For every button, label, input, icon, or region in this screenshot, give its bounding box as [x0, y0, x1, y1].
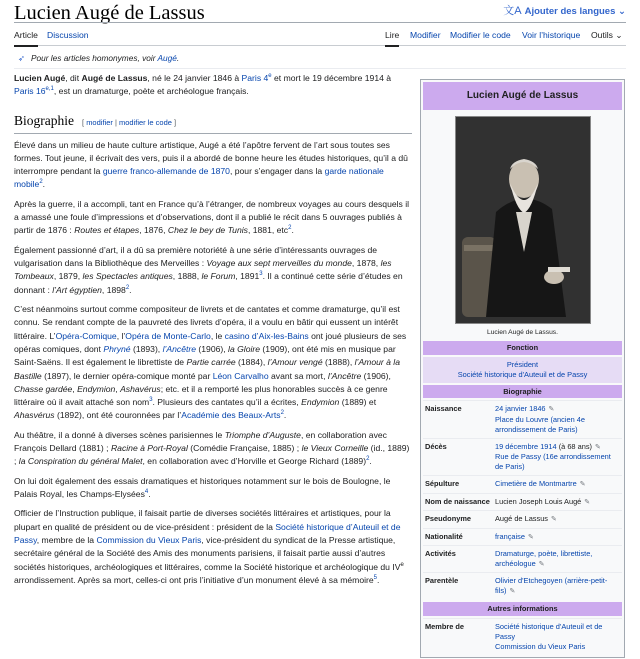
bio-paragraph-6: On lui doit également des essais dramatiques et historiques notamment sur le bois de Boulogne, le Palais Royal, les Champs-Elysées$^4$.: [14, 475, 391, 500]
fonction-role-link[interactable]: Président: [506, 359, 539, 369]
edit-pencil-icon[interactable]: ✎: [538, 561, 545, 569]
fonction-org-link[interactable]: Société historique d'Auteuil et de Passy: [457, 369, 588, 379]
hatnote-divider: [14, 68, 626, 69]
infobox-title: Lucien Augé de Lassus: [423, 82, 622, 110]
tab-discussion[interactable]: Discussion: [47, 30, 89, 40]
ref-4[interactable]: 4: [144, 489, 149, 496]
infobox-row-nom: Nom de naissance Lucien Joseph Louis Augé ✎: [423, 493, 622, 510]
language-icon: 文A: [503, 5, 522, 17]
link-ancetre[interactable]: l’Ancêtre: [162, 343, 197, 354]
infobox-fonction-box: [423, 357, 622, 383]
link-opera-comique[interactable]: Opéra-Comique: [55, 330, 117, 341]
bio-paragraph-4: C’est néanmoins surtout comme compositeur de livrets et de cantates et comme dramaturge, qu’il est connu. Se rendant compte de la pauvreté des livrets d’opéra, il a voulu en bâtir qui eussent un intérêt littéraire. L’Opéra-Comique, l’Opéra de Monte-Carlo, le casino d’Aix-les-Bains ont joué plusieurs de ses opéras comiques, dont Phryné (1893), l’Ancêtre (1906), la Gloire (1909), ont été mis en musique par Saint-Saëns. Il est également le librettiste de Partie carrée (1884), l’Amour vengé (1888), l’Amour à la Bastille (1897), le dernier opéra-comique monté par Léon Carvalho avant sa mort, l’Ancêtre (1906), Chasse gardée, Endymion, Ashavérus; etc. et il a remporté les plus honorables succès à ce genre littéraire où il avait attaché son nom$^3$. Plusieurs des cantates qu’il a écrites, Endymion (1889) et Ahasvérus (1892), ont été couronnées par l’Académie des Beaux-Arts$^2$.: [14, 303, 407, 421]
edit-pencil-icon[interactable]: ✎: [579, 481, 586, 489]
naissance-date-link[interactable]: 24 janvier 1846: [495, 404, 546, 414]
disambiguation-icon: ➶: [18, 53, 25, 63]
page-title: Lucien Augé de Lassus: [14, 2, 205, 24]
ref-2[interactable]: 2: [366, 456, 370, 463]
hatnote-text: Pour les articles homonymes, voir: [30, 53, 156, 63]
infobox-section-fonction: Fonction: [423, 341, 622, 355]
link-casino-aix[interactable]: casino d’Aix-les-Bains: [224, 330, 309, 341]
add-languages-button[interactable]: [503, 3, 626, 20]
tools-menu[interactable]: [591, 29, 623, 42]
membre-link-2[interactable]: Commission du Vieux Paris: [495, 641, 586, 651]
tab-read[interactable]: Lire: [385, 29, 399, 47]
tab-edit-source[interactable]: Modifier le code: [450, 30, 511, 40]
link-guerre-1870[interactable]: guerre franco-allemande de 1870: [102, 166, 230, 177]
link-paris-16[interactable]: Paris 16e: [14, 86, 49, 97]
section-edit-source-link[interactable]: modifier le code: [119, 117, 172, 127]
ref-1[interactable]: ,1: [48, 86, 54, 93]
naissance-place-link[interactable]: Place du Louvre (ancien 4e arrondissement de Paris): [495, 414, 585, 434]
hatnote: ➶ Pour les articles homonymes, voir Augé.: [18, 53, 180, 63]
edit-pencil-icon[interactable]: ✎: [509, 588, 516, 596]
tab-history[interactable]: Voir l’historique: [522, 30, 581, 40]
infobox-row-pseudonyme: Pseudonyme Augé de Lassus ✎: [423, 510, 622, 527]
portrait-caption: Lucien Augé de Lassus.: [486, 328, 558, 336]
section-edit-links: [ modifier | modifier le code ]: [82, 117, 177, 127]
ref-2[interactable]: 2: [280, 410, 284, 417]
ref-3[interactable]: 3: [259, 271, 263, 278]
chevron-down-icon: ⌄: [618, 6, 626, 17]
intro-paragraph: Lucien Augé, dit Augé de Lassus, né le 24 janvier 1846 à Paris 4e et mort le 19 décembre 1914 à Paris 16$^{e,1}$, est un dramaturge, poète et archéologue français.: [14, 73, 392, 97]
activites-links[interactable]: Dramaturge, poète, librettiste, archéologue: [495, 549, 593, 569]
sepulture-link[interactable]: Cimetière de Montmartre: [495, 479, 577, 489]
edit-pencil-icon[interactable]: ✎: [584, 498, 591, 506]
nationalite-link[interactable]: française: [495, 531, 525, 541]
tools-label: Outils: [591, 30, 613, 40]
link-paris-4[interactable]: Paris 4e: [241, 73, 272, 83]
membre-link-1[interactable]: Société historique d'Auteuil et de Passy: [495, 621, 603, 641]
link-commission-vieux-paris[interactable]: Commission du Vieux Paris: [96, 534, 202, 545]
infobox-row-activites: Activités Dramaturge, poète, librettiste, archéologue ✎: [423, 545, 622, 572]
deces-date-link[interactable]: 19 décembre 1914: [495, 441, 557, 451]
edit-pencil-icon[interactable]: ✎: [594, 443, 601, 451]
infobox-section-autres: Autres informations: [423, 602, 622, 616]
parentele-link[interactable]: Olivier d'Etchegoyen (arrière-petit-fils): [495, 576, 608, 596]
edit-pencil-icon[interactable]: ✎: [528, 533, 534, 541]
bio-paragraph-3: Également passionné d’art, il a dû sa première notoriété à une série d’intéressants ouvrages de vulgarisation dans la Bibliothèque des Merveilles : Voyage aux sept merveilles du monde, 1878, les Tombeaux, 1879, les Spectacles antiques, 1888, le Forum, 1891$^3$. Il a continué cette série d’études en donnant : l’Art égyptien, 1898$^2$.: [14, 244, 403, 295]
ref-3[interactable]: 3: [149, 397, 153, 404]
link-opera-monte-carlo[interactable]: Opéra de Monte-Carlo: [125, 330, 211, 341]
infobox: [420, 79, 625, 658]
ref-2[interactable]: 2: [39, 179, 43, 186]
link-leon-carvalho[interactable]: Léon Carvalho: [212, 370, 269, 381]
add-languages-label: Ajouter des langues: [524, 6, 616, 17]
ref-2[interactable]: 2: [288, 225, 292, 232]
bio-paragraph-7: Officier de l’Instruction publique, il faisait partie de diverses sociétés littéraires et artistiques, pour la plupart en qualité de président ou de vice-président : président de la Société historique d’Auteuil et de Passy, membre de la Commission du Vieux Paris, vice-président du syndicat de la Presse artistique, secrétaire général de la Société des Amis des monuments parisiens, il faisait partie aussi d’autres sociétés historiques, archéologiques et littéraires, comme la Société historique et archéologique du IVe arrondissement. Après sa mort, celles-ci ont pris l’initiative d’un monument élevé à sa mémoire$^5$.: [14, 508, 404, 585]
portrait-photo[interactable]: [455, 116, 591, 324]
infobox-row-naissance: Naissance 24 janvier 1846 ✎ Place du Louvre (ancien 4e arrondissement de Paris): [423, 400, 622, 437]
bio-paragraph-5: Au théâtre, il a donné à diverses scènes parisiennes le Triomphe d’Auguste, en collaboration avec François Dellard (1881) ; Racine à Port-Royal (Comédie Française, 1885) ; le Vieux Corneille (id., 1889) ; la Conspiration du général Malet, en collaboration avec d’Horville et George Richard $(1889)^2$.: [14, 429, 410, 467]
ref-5[interactable]: 5: [373, 575, 378, 582]
edit-pencil-icon[interactable]: ✎: [548, 406, 555, 414]
deces-place-link[interactable]: Rue de Passy (16e arrondissement de Paris): [495, 452, 611, 472]
bio-paragraph-1: Élevé dans un milieu de haute culture artistique, Augé a été l’apôtre fervent de l’art sous toutes ses formes. Tout jeune, il écrivait des vers, puis il a abordé de bonne heure les études historiques, qu’il a dû interrompre pendant la guerre franco-allemande de 1870, pour s’engager dans la garde nationale mobile$^2$.: [14, 139, 408, 190]
infobox-row-sepulture: Sépulture Cimetière de Montmartre ✎: [423, 475, 622, 492]
tab-edit[interactable]: Modifier: [410, 30, 441, 40]
bio-paragraph-2: Après la guerre, il a accompli, tant en France qu’à l’étranger, de nombreux voyages au cours desquels il a amassé une foule d’impressions et d’observations, dont il a publié le récit dans 5 ouvrages publiés à partir de 1876 : Routes et étapes, 1876, Chez le bey de Tunis, 1881, etc$^2$.: [14, 198, 410, 236]
link-societe-historique[interactable]: Société historique d’Auteuil et de Passy: [14, 521, 401, 545]
link-garde-mobile[interactable]: garde nationale mobile: [14, 166, 384, 190]
link-academie-beaux-arts[interactable]: Académie des Beaux-Arts: [181, 410, 281, 421]
infobox-section-biographie: Biographie: [423, 385, 622, 399]
infobox-row-deces: Décès 19 décembre 1914 (à 68 ans) ✎ Rue de Passy (16e arrondissement de Paris): [423, 438, 622, 475]
link-phryne[interactable]: Phryné: [103, 343, 131, 354]
tab-article[interactable]: Article: [14, 29, 38, 47]
title-divider: [14, 22, 626, 23]
section-heading-biographie: Biographie [ modifier | modifier le code ]: [14, 111, 412, 134]
page-tabs: [14, 26, 626, 46]
edit-pencil-icon[interactable]: ✎: [551, 516, 557, 524]
infobox-row-membre: Membre de Société historique d'Auteuil et de Passy Commission du Vieux Paris: [423, 618, 622, 655]
infobox-row-parentele: Parentèle Olivier d'Etchegoyen (arrière-petit-fils) ✎: [423, 572, 622, 599]
hatnote-link[interactable]: Augé: [157, 53, 177, 63]
section-edit-link[interactable]: modifier: [86, 117, 113, 127]
ref-2[interactable]: 2: [125, 284, 130, 291]
infobox-row-nationalite: Nationalité française ✎: [423, 528, 622, 545]
article-body: [14, 72, 412, 593]
chevron-down-icon: ⌄: [615, 30, 623, 40]
